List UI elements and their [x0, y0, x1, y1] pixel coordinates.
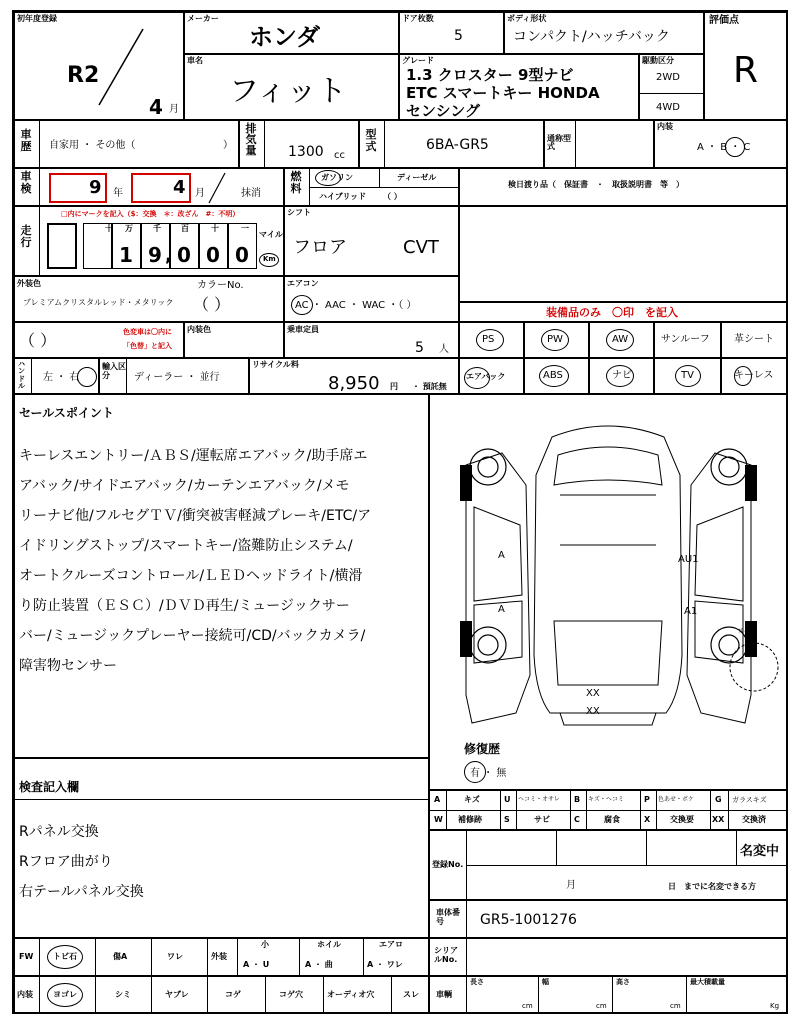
documents-cell	[459, 168, 788, 206]
reg-col-2	[646, 831, 647, 865]
equip-keyless	[721, 358, 788, 394]
damage-mark-left-rear-door: A	[498, 604, 505, 615]
chassis-number: GR5-1001276	[480, 912, 577, 928]
small-label: 小	[261, 940, 269, 949]
first-reg-month-unit: 月	[169, 104, 179, 115]
chassis-label: 車体番号	[436, 908, 460, 926]
legend-col-7	[656, 791, 657, 830]
sales-line-1: キーレスエントリー/ＡＢＳ/運転席エアバック/助手席エ	[19, 448, 368, 464]
mileage-comma: ,	[165, 245, 172, 266]
doors-label: ドア枚数	[402, 14, 434, 23]
score-cell	[704, 12, 788, 120]
legend-code-c: C	[574, 815, 580, 824]
fw-row	[14, 938, 429, 976]
serial-divider	[466, 939, 467, 976]
fw-label: FW	[19, 952, 34, 961]
chassis-divider	[466, 901, 467, 938]
height-unit: cm	[670, 1002, 681, 1010]
mileage-unit-ju-man: 十	[105, 224, 113, 233]
shift-label: シフト	[287, 208, 311, 217]
drive-divider	[640, 93, 704, 94]
score-label: 評価点	[709, 15, 739, 26]
history-close: ）	[223, 140, 233, 151]
legend-col-6	[640, 791, 641, 830]
inspection-note-2: Rフロア曲がり	[19, 854, 113, 870]
grade-line-1: 1.3 クロスター 9型ナビ	[406, 66, 574, 84]
fuel-col-divider	[379, 169, 380, 187]
equip-keyless-circle	[734, 366, 752, 386]
mileage-digit-4: 0	[206, 243, 220, 267]
legend-col-8	[710, 791, 711, 830]
model-label-divider	[384, 121, 385, 168]
fw-crack: ワレ	[167, 952, 183, 961]
interior-color-cell	[184, 322, 284, 358]
serial-label: シリアルNo.	[434, 946, 458, 964]
first-registration-cell	[14, 12, 184, 120]
mileage-unit-ichi: 一	[241, 224, 249, 233]
interior-color-label: 内装色	[187, 325, 211, 334]
car-name-label: 車名	[187, 56, 203, 65]
fw-div-1	[39, 939, 40, 976]
wheel-options: A ・ 曲	[305, 960, 333, 969]
inspection-month-unit: 月	[195, 188, 205, 199]
reg-row-divider	[466, 865, 788, 866]
legend-code-xx: XX	[712, 815, 725, 824]
first-reg-label: 初年度登録	[17, 14, 57, 23]
fuel-gasoline-circle	[315, 170, 341, 186]
width-label: 幅	[542, 978, 549, 986]
int-div-1	[39, 977, 40, 1014]
aircon-label: エアコン	[287, 279, 319, 288]
damage-mark-right-front-door: AU1	[678, 554, 699, 565]
mileage-unit-man: 万	[125, 224, 133, 233]
repair-history-yes-circle	[464, 761, 486, 783]
import-label: 輸入区分	[102, 362, 126, 380]
legend-col-1	[446, 791, 447, 830]
score-value: R	[733, 50, 759, 91]
history-text: 自家用 ・ その他（	[49, 140, 136, 151]
max-load-unit: Kg	[770, 1002, 780, 1010]
legend-desc-a: キズ	[464, 795, 480, 804]
legend-desc-x: 交換要	[670, 815, 694, 824]
mileage-note: □内にマークを記入（$：交換 ＊：改ざん #：不明）	[61, 210, 240, 218]
handle-cell	[14, 358, 99, 394]
interior-dirt: ヨゴレ	[53, 990, 77, 999]
car-name-value: フィット	[229, 74, 347, 109]
repair-history-label: 修復歴	[464, 742, 501, 756]
fw-div-7	[363, 939, 364, 976]
equip-keyless-label: キーレス	[734, 370, 774, 381]
legend-code-b: B	[574, 795, 581, 804]
chassis-box	[429, 900, 788, 938]
maker-label: メーカー	[187, 14, 219, 23]
maker-value: ホンダ	[249, 23, 321, 51]
fw-div-4	[207, 939, 208, 976]
sales-points-box	[14, 394, 429, 758]
equip-ps-circle	[476, 329, 504, 351]
registration-deadline-note: 日 までに名変できる方	[668, 882, 756, 891]
interior-grade-label: 内装	[657, 122, 673, 131]
damage-legend	[429, 790, 788, 830]
grade-line-2: ETC スマートキー HONDA	[406, 84, 600, 102]
legend-desc-g: ガラスキズ	[732, 796, 767, 804]
aircon-options: AC ・ AAC ・ WAC ・（ ）	[295, 300, 417, 311]
capacity-label: 乗車定員	[287, 325, 319, 334]
dim-div-3	[612, 977, 613, 1014]
max-load-label: 最大積載量	[690, 978, 725, 986]
legend-col-2	[500, 791, 501, 830]
car-diagram	[430, 395, 787, 789]
reg-col-3	[736, 831, 737, 865]
interior-burn-hole: コゲ穴	[279, 990, 303, 999]
interior-scuff: スレ	[403, 990, 419, 999]
interior-tear: ヤブレ	[165, 990, 189, 999]
fw-div-6	[299, 939, 300, 976]
registration-box	[429, 830, 788, 900]
maker-cell	[184, 12, 399, 54]
equip-airbag-circle	[464, 367, 490, 389]
interior-burn: コゲ	[225, 990, 241, 999]
equip-leather-label: 革シート	[734, 334, 774, 345]
inspection-year: 9	[89, 177, 102, 198]
equip-airbag-label: エアバック	[466, 372, 506, 381]
legend-code-s: S	[504, 815, 510, 824]
first-reg-slash	[95, 27, 145, 107]
doors-cell	[399, 12, 504, 54]
legend-code-w: W	[434, 815, 443, 824]
equip-aw-label: AW	[612, 334, 629, 345]
legend-desc-xx: 交換済	[742, 815, 766, 824]
mileage-tamper-box	[47, 223, 77, 269]
legend-code-u: U	[504, 795, 511, 804]
sales-line-7: バー/ミュージックプレーヤー接続可/CD/バックカメラ/	[19, 628, 366, 644]
doors-value: 5	[454, 28, 463, 44]
first-reg-era: R2	[67, 63, 100, 88]
displacement-unit: cc	[334, 150, 345, 161]
displacement-label: 排気量	[245, 122, 257, 157]
wheel-label: ホイル	[317, 940, 341, 949]
fuel-label: 燃料	[290, 170, 302, 195]
inspection-notes-box	[14, 758, 429, 938]
equip-aw-circle	[606, 329, 634, 351]
equip-abs	[524, 358, 589, 394]
equip-pw-label: PW	[547, 334, 563, 345]
legend-col-3	[516, 791, 517, 830]
displacement-label-divider	[264, 121, 265, 168]
equipment-title: 装備品のみ 〇印 を記入	[546, 306, 678, 319]
aircon-cell	[284, 276, 459, 322]
fuel-hybrid: ハイブリッド	[319, 192, 367, 201]
spare-label: スペア	[738, 628, 757, 635]
mileage-unit-mile: マイル	[259, 230, 283, 239]
equip-leather	[721, 322, 788, 358]
height-label: 高さ	[616, 978, 630, 986]
auction-sheet	[12, 10, 788, 1014]
equip-tv	[654, 358, 721, 394]
equip-pw	[524, 322, 589, 358]
inspection-note-1: Rパネル交換	[19, 824, 99, 840]
capacity-unit: 人	[439, 344, 449, 355]
fw-div-3	[151, 939, 152, 976]
fuel-diesel: ディーゼル	[397, 173, 437, 182]
fw-stone-chip-circle	[47, 945, 83, 969]
mileage-unit-km: Km	[263, 255, 276, 263]
common-model-label: 通称型式	[547, 134, 571, 151]
equipment-title-cell	[459, 302, 788, 322]
recycle-deposit: ・ 預託無	[412, 382, 447, 391]
legend-col-9	[728, 791, 729, 830]
sales-line-6: り防止装置（ＥＳＣ）/ＤＶＤ再生/ミュージックサー	[19, 598, 350, 614]
interior-damage-row	[14, 976, 429, 1014]
interior-damage-label: 内装	[17, 990, 33, 999]
equip-navi	[589, 358, 654, 394]
first-reg-month: 4	[149, 95, 163, 119]
mileage-digit-5: 0	[235, 243, 249, 267]
equip-aw	[589, 322, 654, 358]
equip-tv-label: TV	[681, 370, 694, 381]
legend-desc-w: 補修跡	[458, 815, 482, 824]
serial-box	[429, 938, 788, 976]
history-label: 車歴	[20, 128, 32, 153]
legend-col-4	[570, 791, 571, 830]
recycle-fee: 8,950	[328, 373, 380, 394]
fw-div-2	[95, 939, 96, 976]
legend-desc-s: サビ	[534, 815, 550, 824]
width-unit: cm	[596, 1002, 607, 1010]
grade-cell	[399, 54, 639, 120]
handle-options: 左 ・ 右	[43, 372, 80, 383]
mileage-digit-2: 9	[148, 243, 162, 267]
mileage-cell	[14, 206, 284, 276]
shift-type: フロア	[293, 237, 347, 258]
equip-sunroof	[654, 322, 721, 358]
damage-mark-rear-panel: XX	[586, 688, 600, 699]
handle-label-divider	[31, 359, 32, 394]
exterior-small-label: 外装	[211, 952, 227, 961]
repair-history-options: 有 ・ 無	[470, 768, 507, 779]
shift-cell	[284, 206, 459, 276]
inspection-year-unit: 年	[113, 188, 123, 199]
legend-desc-c: 腐食	[604, 815, 620, 824]
interior-dirt-circle	[47, 983, 83, 1007]
inspection-slash	[207, 171, 227, 205]
int-div-7	[391, 977, 392, 1014]
inspection-month: 4	[173, 177, 186, 198]
import-options: ディーラー ・ 並行	[134, 372, 220, 383]
legend-code-x: X	[644, 815, 651, 824]
inspection-label: 車検	[20, 170, 32, 195]
legend-desc-u: ヘコミ・オサレ	[518, 796, 560, 803]
fw-scratch: 傷A	[113, 952, 128, 961]
fw-div-5	[237, 939, 238, 976]
body-type-value: コンパクト/ハッチバック	[513, 29, 670, 45]
capacity-cell	[284, 322, 459, 358]
registration-month-unit: 月	[566, 880, 576, 891]
capacity-value: 5	[415, 340, 424, 356]
dimensions-label: 車輌	[436, 990, 452, 999]
fuel-gasoline: ガソリン	[321, 173, 353, 182]
equip-navi-circle	[606, 365, 634, 387]
legend-desc-p: 色あせ・ボケ	[658, 796, 695, 803]
car-name-cell	[184, 54, 399, 120]
history-cell	[14, 120, 239, 168]
fuel-other: （ ）	[383, 192, 402, 201]
legend-code-g: G	[715, 795, 722, 804]
handle-label: ハンドル	[18, 360, 25, 391]
grade-line-3: センシング	[406, 102, 480, 120]
history-label-divider	[39, 121, 40, 168]
car-diagram-box	[429, 394, 788, 790]
equip-abs-label: ABS	[543, 370, 563, 381]
equip-tv-circle	[675, 365, 701, 387]
import-label-divider	[126, 359, 127, 394]
inspection-deregistered: 抹消	[241, 188, 261, 199]
dimensions-box	[429, 976, 788, 1014]
interior-grade-options: A ・ B ・ C	[697, 142, 751, 153]
damage-mark-right-rear-door: A1	[684, 606, 698, 617]
legend-code-a: A	[434, 795, 441, 804]
small-options: A ・ U	[243, 960, 270, 969]
color-no-label: カラーNo.	[197, 280, 244, 291]
equip-airbag	[459, 358, 524, 394]
documents-title: 検日渡り品（ 保証書 ・ 取扱説明書 等 ）	[508, 180, 684, 189]
model-cell	[359, 120, 544, 168]
drive-label: 駆動区分	[642, 56, 674, 65]
common-model-cell	[544, 120, 654, 168]
drive-4wd: 4WD	[656, 102, 680, 113]
legend-code-p: P	[644, 795, 650, 804]
recycle-unit: 円	[390, 382, 398, 391]
int-div-3	[151, 977, 152, 1014]
model-value: 6BA-GR5	[426, 137, 489, 153]
equip-pw-circle	[541, 329, 569, 351]
sales-points-title: セールスポイント	[19, 406, 114, 420]
body-type-cell	[504, 12, 704, 54]
mileage-unit-hyaku: 百	[181, 224, 189, 233]
int-div-2	[95, 977, 96, 1014]
fuel-row-divider	[309, 187, 459, 188]
int-div-4	[207, 977, 208, 1014]
mileage-label-divider	[39, 207, 40, 276]
legend-col-5	[586, 791, 587, 830]
damage-mark-left-front-door: A	[498, 550, 505, 561]
handle-right-circle	[77, 367, 97, 387]
equip-abs-circle	[539, 365, 569, 387]
documents-area	[459, 206, 788, 302]
reg-col-1	[556, 831, 557, 865]
sales-line-4: イドリングストップ/スマートキー/盗難防止システム/	[19, 538, 353, 554]
color-change-paren: （ ）	[19, 331, 57, 350]
equip-ps-label: PS	[482, 334, 495, 345]
inspection-label-divider	[39, 169, 40, 206]
drive-2wd: 2WD	[656, 72, 680, 83]
color-change-cell	[14, 322, 184, 358]
legend-desc-b: キズ・ヘコミ	[588, 796, 624, 803]
exterior-color-value: プレミアムクリスタルレッド・メタリック	[23, 298, 174, 307]
fuel-cell	[284, 168, 459, 206]
model-label: 型式	[365, 128, 377, 153]
common-model-divider	[575, 121, 576, 168]
mileage-digit-1: 1	[119, 243, 133, 267]
inspection-note-3: 右テールパネル交換	[19, 884, 144, 900]
grade-label: グレード	[402, 56, 434, 65]
dim-div-1	[466, 977, 467, 1014]
fw-stone-chip: トビ石	[53, 952, 77, 961]
interior-grade-b-circle	[725, 137, 745, 157]
exterior-color-label: 外装色	[17, 279, 41, 288]
mileage-unit-sen: 千	[153, 224, 161, 233]
displacement-value: 1300	[288, 144, 324, 160]
equip-navi-label: ナビ	[612, 370, 632, 381]
aero-options: A ・ ワレ	[367, 960, 403, 969]
mileage-digit-3: 0	[177, 243, 191, 267]
name-change-pending: 名変中	[740, 844, 780, 859]
damage-mark-rear-floor: XX	[586, 706, 600, 717]
interior-stain: シミ	[115, 990, 131, 999]
equip-sunroof-label: サンルーフ	[661, 334, 710, 345]
length-label: 長さ	[470, 978, 484, 986]
interior-audio-hole: オーディオ穴	[327, 990, 375, 999]
body-type-label: ボディ形状	[507, 14, 547, 23]
drive-cell	[639, 54, 704, 120]
sales-line-2: アバック/サイドエアバック/カーテンエアバック/メモ	[19, 478, 350, 494]
recycle-cell	[249, 358, 459, 394]
registration-no-label: 登録No.	[432, 860, 464, 869]
color-change-note-1: 色変車は〇内に	[123, 328, 172, 336]
exterior-color-cell	[14, 276, 284, 322]
interior-grade-cell	[654, 120, 788, 168]
sales-line-3: リーナビ他/フルセグＴＶ/衝突被害軽減ブレーキ/ETC/ア	[19, 508, 372, 524]
equip-ps	[459, 322, 524, 358]
recycle-label: リサイクル料	[252, 360, 299, 369]
import-cell	[99, 358, 249, 394]
displacement-cell	[239, 120, 359, 168]
dim-div-4	[686, 977, 687, 1014]
mileage-unit-ju: 十	[211, 224, 219, 233]
legend-mid-line	[430, 810, 787, 811]
int-div-6	[323, 977, 324, 1014]
length-unit: cm	[522, 1002, 533, 1010]
int-div-5	[265, 977, 266, 1014]
dim-div-2	[538, 977, 539, 1014]
mileage-label: 走行	[20, 224, 32, 249]
color-no-paren: （ ）	[193, 295, 231, 314]
inspection-notes-title: 検査記入欄	[19, 780, 80, 794]
aircon-ac-circle	[291, 295, 313, 315]
aero-label: エアロ	[379, 940, 403, 949]
inspection-cell	[14, 168, 284, 206]
inspection-notes-divider	[15, 799, 428, 800]
color-change-note-2: 「色替」と記入	[123, 342, 172, 350]
sales-line-8: 障害物センサー	[19, 658, 117, 674]
sales-line-5: オートクルーズコントロール/ＬＥＤヘッドライト/横滑	[19, 568, 363, 584]
transmission-value: CVT	[403, 237, 439, 258]
